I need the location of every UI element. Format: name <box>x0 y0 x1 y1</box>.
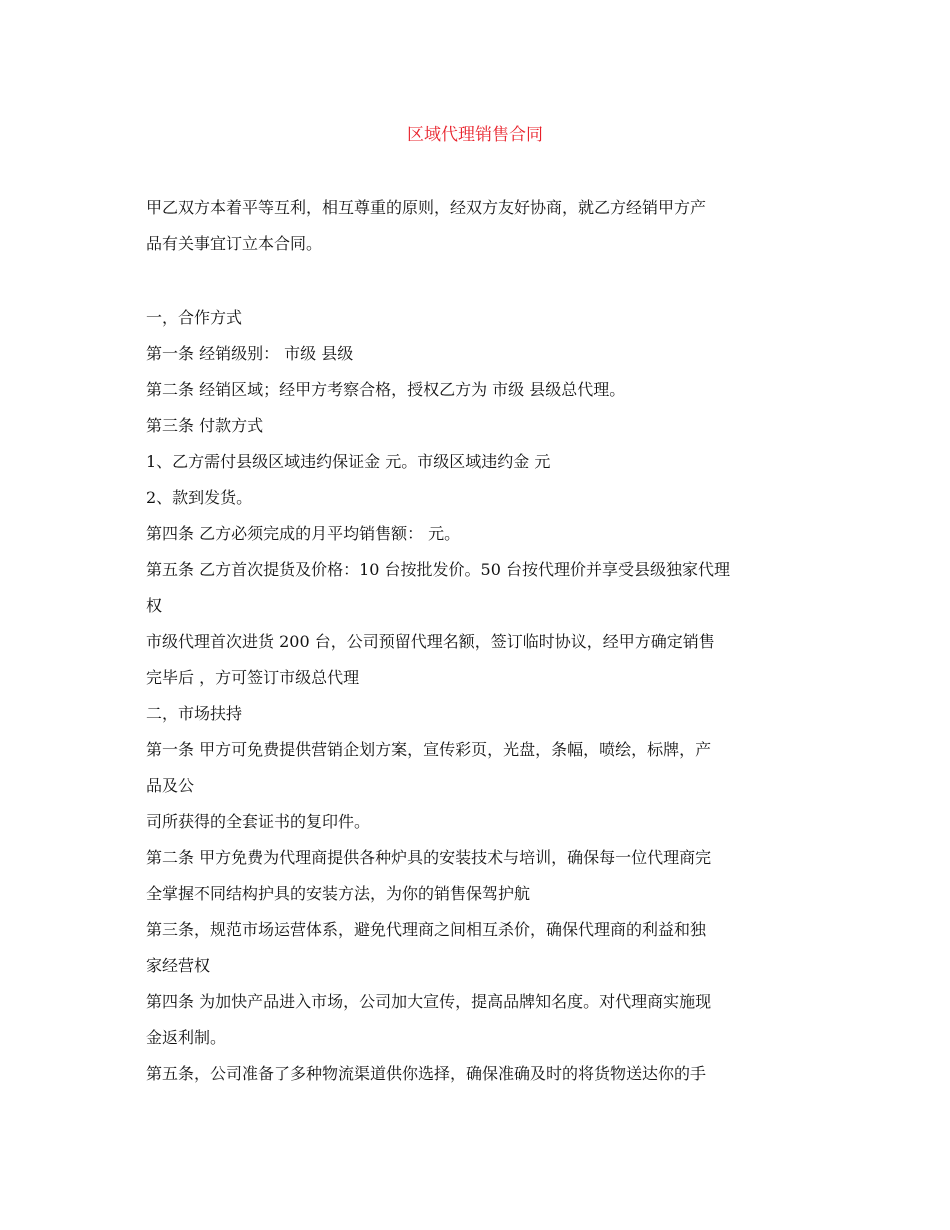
clause-line: 第一条 甲方可免费提供营销企划方案，宣传彩页，光盘，条幅，喷绘，标牌，产 <box>146 740 712 759</box>
clause-line: 2、款到发货。 <box>146 488 253 507</box>
clause-line: 1、乙方需付县级区域违约保证金 元。市级区域违约金 元 <box>146 452 551 471</box>
clause-line: 第三条，规范市场运营体系，避免代理商之间相互杀价，确保代理商的利益和独 <box>146 920 707 939</box>
clause-line: 权 <box>146 596 163 615</box>
clause-line: 金返利制。 <box>146 1028 227 1047</box>
clause-line: 品及公 <box>146 776 195 795</box>
clause-line: 第三条 付款方式 <box>146 416 264 435</box>
intro-line: 甲乙双方本着平等互利，相互尊重的原则，经双方友好协商，就乙方经销甲方产 <box>146 198 707 217</box>
document-title: 区域代理销售合同 <box>407 125 543 145</box>
clause-line: 第二条 甲方免费为代理商提供各种炉具的安装技术与培训，确保每一位代理商完 <box>146 848 712 867</box>
section-heading-cooperation: 一，合作方式 <box>146 308 243 327</box>
clause-line: 市级代理首次进货 200 台，公司预留代理名额，签订临时协议，经甲方确定销售 <box>146 632 715 651</box>
paragraph-gap <box>146 262 816 300</box>
clause-line: 第二条 经销区域；经甲方考察合格，授权乙方为 市级 县级总代理。 <box>146 380 626 399</box>
clause-line: 司所获得的全套证书的复印件。 <box>146 812 371 831</box>
clause-line: 家经营权 <box>146 956 211 975</box>
clause-line: 第四条 乙方必须完成的月平均销售额： 元。 <box>146 524 461 543</box>
clause-line: 第四条 为加快产品进入市场，公司加大宣传，提高品牌知名度。对代理商实施现 <box>146 992 712 1011</box>
clause-line: 第一条 经销级别： 市级 县级 <box>146 344 354 363</box>
document-body <box>146 190 816 1092</box>
clause-line: 完毕后 ，方可签订市级总代理 <box>146 668 360 687</box>
intro-line: 品有关事宜订立本合同。 <box>146 234 323 253</box>
clause-line: 第五条 乙方首次提货及价格：10 台按批发价。50 台按代理价并享受县级独家代理 <box>146 560 730 579</box>
section-heading-market-support: 二，市场扶持 <box>146 704 243 723</box>
clause-line: 第五条，公司准备了多种物流渠道供你选择，确保准确及时的将货物送达你的手 <box>146 1064 707 1083</box>
clause-line: 全掌握不同结构护具的安装方法，为你的销售保驾护航 <box>146 884 531 903</box>
